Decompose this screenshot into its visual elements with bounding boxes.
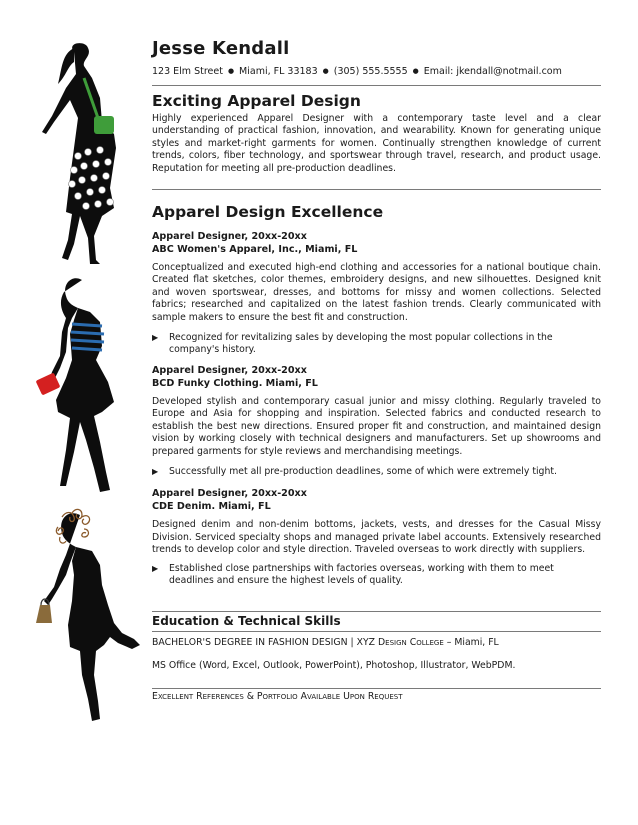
degree-text: BACHELOR'S DEGREE IN FASHION DESIGN | XYZ xyxy=(152,637,376,649)
section-divider xyxy=(152,688,601,689)
references-note: Excellent References & Portfolio Available Upon Request xyxy=(152,691,403,703)
job-entry xyxy=(152,230,601,357)
section-divider xyxy=(152,631,601,632)
section-divider xyxy=(152,85,601,86)
achievement-text: Established close partnerships with factories overseas, working with them to meet deadlines and ensure the highest levels of quality. xyxy=(169,562,554,586)
contact-line xyxy=(152,65,601,79)
school-location: – Miami, FL xyxy=(446,637,499,649)
bullet-arrow-icon: ▶ xyxy=(152,333,159,343)
contact-separator-icon: ● xyxy=(227,67,235,75)
fashion-figure-1-icon xyxy=(22,38,142,268)
fashion-figure-2-icon xyxy=(22,272,142,502)
green-bag-icon xyxy=(94,116,114,134)
figure-column xyxy=(0,0,150,825)
job-achievement xyxy=(152,466,601,478)
education-title: Education & Technical Skills xyxy=(152,614,341,629)
education-degree xyxy=(152,637,601,649)
contact-phone: (305) 555.5555 xyxy=(333,66,408,77)
resume-content xyxy=(152,38,601,704)
bullet-arrow-icon: ▶ xyxy=(152,563,159,573)
job-company: ABC Women's Apparel, Inc., Miami, FL xyxy=(152,244,358,256)
section-divider xyxy=(152,611,601,612)
bullet-arrow-icon: ▶ xyxy=(152,466,159,476)
handbag-icon xyxy=(36,605,52,623)
job-title: Apparel Designer, 20xx-20xx xyxy=(152,231,307,243)
job-description: Conceptualized and executed high-end clothing and accessories for a national boutique chain. Created flat sketches, color themes, embroidery designs, and new silhouettes. Designed knit and woven sportswear, dresses, and bottoms for missy and women collections. Selected fabrics; researched and capitalized on the latest fashion trends. Clearly communicated with sample makers to ensure the best fit and construction. xyxy=(152,262,601,323)
job-title: Apparel Designer, 20xx-20xx xyxy=(152,364,307,376)
job-company: CDE Denim. Miami, FL xyxy=(152,501,271,513)
summary-text: Highly experienced Apparel Designer with a contemporary taste level and a clear understanding of practical fashion, innovation, and wearability. Known for generating unique styles and market-right garments for women. Continually strengthen knowledge of current trends, colors, fiber technology, and sportswear through travel, research, and product usage. Reputation for meeting all pre-production deadlines. xyxy=(152,113,601,174)
job-description: Developed stylish and contemporary casual junior and missy clothing. Regularly traveled to Europe and Asia for shopping and inspiration. Selected fabrics and conducted research to establish the best new directions. Ensured proper fit and construction, and maintained design vision by working closely with technical designers and manufacturers. Set up showrooms and prepared garments for style reviews and merchandising meetings. xyxy=(152,395,601,457)
job-title: Apparel Designer, 20xx-20xx xyxy=(152,488,307,500)
red-clutch-icon xyxy=(36,373,61,396)
job-entry xyxy=(152,487,601,587)
summary-title: Exciting Apparel Design xyxy=(152,92,361,110)
contact-city: Miami, FL 33183 xyxy=(239,66,318,77)
job-achievement xyxy=(152,332,601,357)
job-achievement xyxy=(152,563,601,588)
job-description: Designed denim and non-denim bottoms, jackets, vests, and dresses for the Casual Missy Division. Serviced specialty shops and managed private label accounts. Extensively researched trends to develop color and style direction. Traveled overseas to work directly with suppliers. xyxy=(152,519,601,556)
contact-separator-icon: ● xyxy=(322,67,329,75)
candidate-name: Jesse Kendall xyxy=(152,38,290,59)
achievement-text: Successfully met all pre-production deadlines, some of which were extremely tight. xyxy=(169,465,557,477)
fashion-figure-3-icon xyxy=(22,505,142,735)
experience-title: Apparel Design Excellence xyxy=(152,203,384,222)
achievement-text: Recognized for revitalizing sales by developing the most popular collections in the company's history. xyxy=(169,332,553,356)
school-name: Design College xyxy=(378,637,444,649)
technical-skills: MS Office (Word, Excel, Outlook, PowerPoint), Photoshop, Illustrator, WebPDM. xyxy=(152,659,516,671)
job-entry xyxy=(152,364,601,478)
job-company: BCD Funky Clothing. Miami, FL xyxy=(152,377,318,389)
section-divider xyxy=(152,189,601,190)
contact-email[interactable]: Email: jkendall@notmail.com xyxy=(423,66,562,77)
contact-street: 123 Elm Street xyxy=(152,66,223,77)
contact-separator-icon: ● xyxy=(412,67,419,75)
